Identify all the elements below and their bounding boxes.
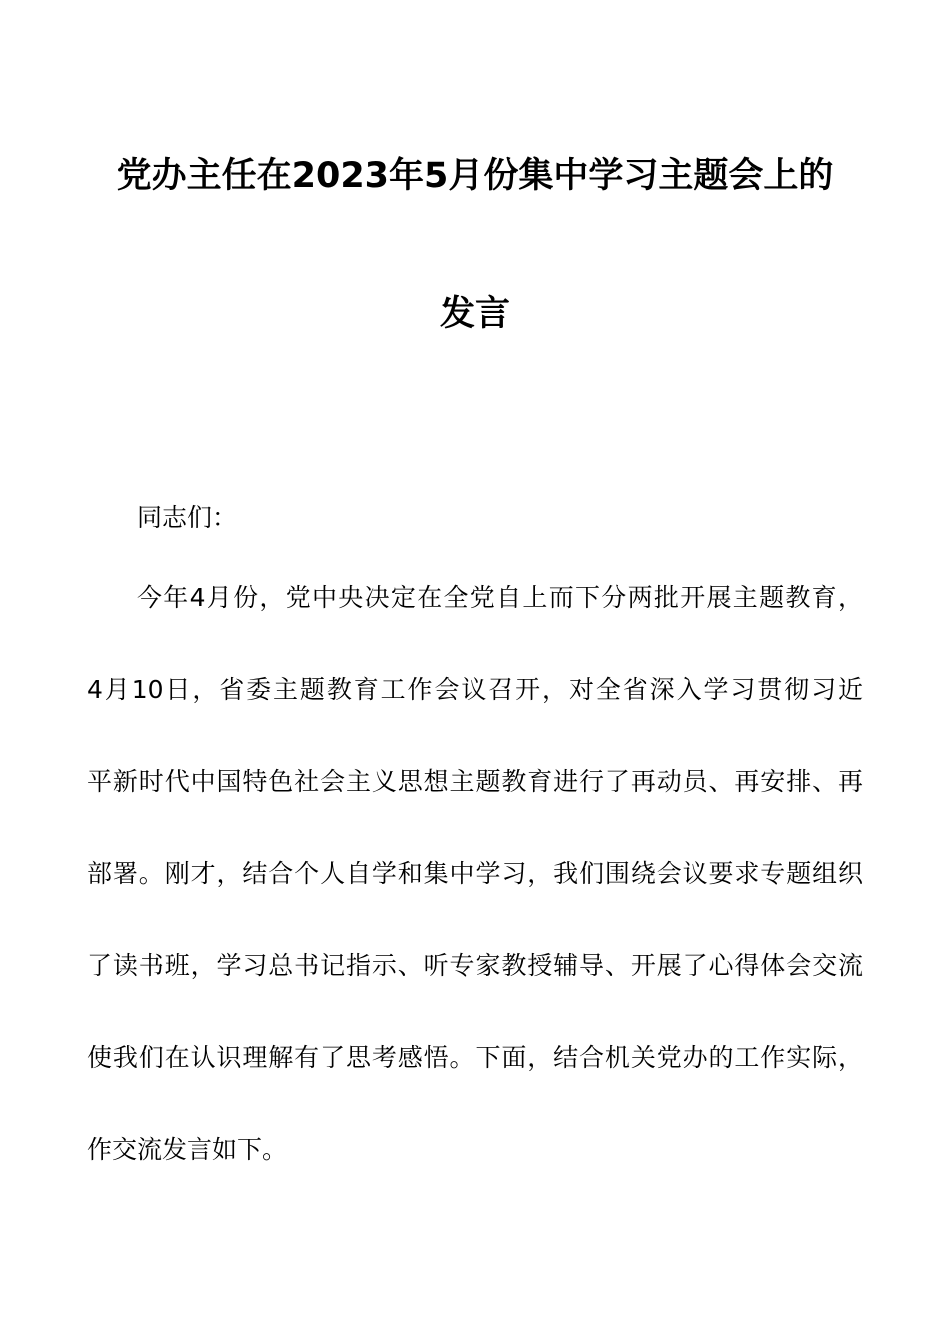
body-paragraph-line: 平新时代中国特色社会主义思想主题教育进行了再动员、再安排、再 — [87, 767, 863, 796]
document-title-line-2: 发言 — [439, 294, 510, 334]
body-paragraph-line: 4月10日，省委主题教育工作会议召开，对全省深入学习贯彻习近 — [87, 675, 863, 704]
document-title-line-1: 党办主任在2023年5月份集中学习主题会上的 — [116, 156, 834, 196]
body-paragraph-line: 使我们在认识理解有了思考感悟。下面，结合机关党办的工作实际， — [87, 1043, 863, 1072]
salutation: 同志们： — [137, 503, 238, 532]
body-paragraph-line: 部署。刚才，结合个人自学和集中学习，我们围绕会议要求专题组织 — [87, 859, 863, 888]
body-paragraph-line: 今年4月份，党中央决定在全党自上而下分两批开展主题教育， — [137, 583, 863, 612]
body-paragraph-line-last: 作交流发言如下。 — [87, 1135, 288, 1164]
body-paragraph-line: 了读书班，学习总书记指示、听专家教授辅导、开展了心得体会交流 — [87, 951, 863, 980]
